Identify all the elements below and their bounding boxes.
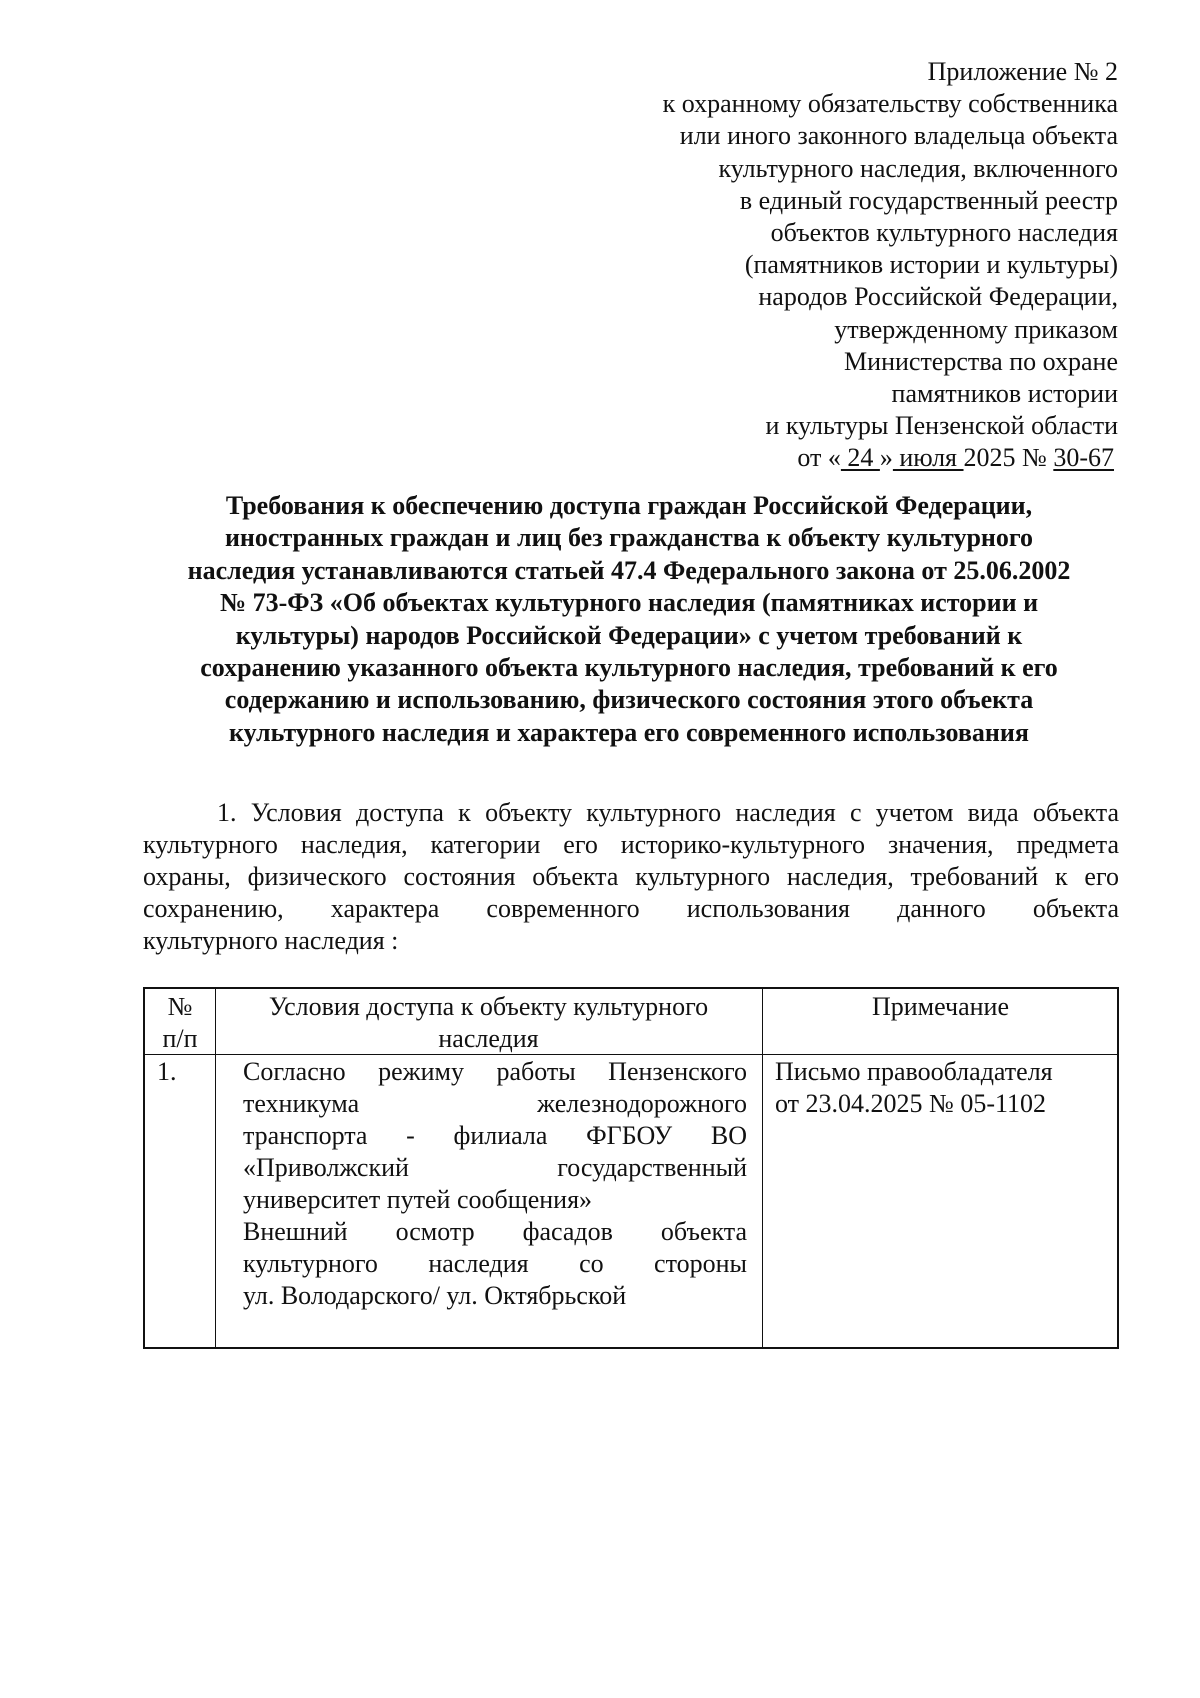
appendix-line: культурного наследия, включенного — [718, 153, 1118, 183]
conditions-line: университет путей сообщения» — [243, 1185, 593, 1214]
appendix-line: (памятников истории и культуры) — [744, 250, 1118, 280]
header-number-line: № — [167, 992, 193, 1021]
paragraph-line: культурного наследия, категории его историко-культурного значения, предмета — [143, 830, 1119, 859]
conditions-line: ул. Володарского/ ул. Октябрьской — [243, 1281, 627, 1310]
conditions-line: культурного наследия со стороны — [243, 1249, 747, 1278]
paragraph-line: сохранению, характера современного использования данного объекта — [143, 894, 1119, 923]
appendix-line: Министерства по охране — [844, 346, 1118, 376]
date-day: 24 — [840, 443, 880, 473]
header-conditions — [215, 991, 762, 1055]
appendix-line: к охранному обязательству собственника — [662, 89, 1118, 119]
appendix-line: объектов культурного наследия — [770, 218, 1118, 248]
header-conditions-line: Условия доступа к объекту культурного — [268, 992, 709, 1021]
title-line: культурного наследия и характера его современного использования — [229, 717, 1029, 747]
access-conditions-table — [143, 987, 1119, 1349]
note-line: от 23.04.2025 № 05-1102 — [775, 1089, 1047, 1118]
date-prefix: от « — [797, 443, 841, 473]
appendix-line: и культуры Пензенской области — [765, 411, 1118, 441]
paragraph-line: культурного наследия : — [143, 926, 399, 955]
conditions-line: «Приволжский государственный — [243, 1153, 747, 1182]
title-line: содержанию и использованию, физического состояния этого объекта — [224, 685, 1034, 715]
date-mid: » — [879, 443, 893, 473]
row-number-text: 1. — [157, 1057, 177, 1086]
conditions-line: Согласно режиму работы Пензенского — [243, 1057, 747, 1086]
note-line: Письмо правообладателя — [775, 1057, 1053, 1086]
date-month: июля — [892, 443, 964, 473]
title-line: сохранению указанного объекта культурного наследия, требований к его — [200, 653, 1058, 683]
header-conditions-line: наследия — [438, 1024, 539, 1053]
table-column-divider — [762, 989, 763, 1347]
header-note — [762, 991, 1119, 1023]
conditions-line: техникума железнодорожного — [243, 1089, 747, 1118]
appendix-line: или иного законного владельца объекта — [679, 121, 1118, 151]
header-number — [145, 991, 215, 1055]
paragraph-line: охраны, физического состояния объекта культурного наследия, требований к его — [143, 862, 1119, 891]
conditions-line: Внешний осмотр фасадов объекта — [243, 1217, 747, 1246]
order-number: 30-67 — [1053, 443, 1114, 473]
row-number — [157, 1056, 213, 1088]
appendix-header — [498, 56, 1118, 475]
title-line: наследия устанавливаются статьей 47.4 Федерального закона от 25.06.2002 — [187, 555, 1071, 585]
paragraph-1 — [143, 797, 1119, 957]
appendix-line: народов Российской Федерации, — [758, 282, 1118, 312]
row-note — [775, 1056, 1115, 1120]
appendix-line: в единый государственный реестр — [739, 185, 1118, 215]
title-line: культуры) народов Российской Федерации» с учетом требований к — [235, 620, 1023, 650]
document-title — [140, 490, 1118, 749]
title-line: № 73-ФЗ «Об объектах культурного наследия (памятниках истории и — [219, 588, 1039, 618]
title-line: Требования к обеспечению доступа граждан Российской Федерации, — [225, 491, 1033, 520]
appendix-line: Приложение № 2 — [927, 57, 1118, 86]
row-conditions — [243, 1056, 747, 1312]
appendix-line: утвержденному приказом — [834, 314, 1118, 344]
order-date-line — [498, 442, 1114, 474]
header-number-line: п/п — [162, 1024, 198, 1053]
appendix-line: памятников истории — [891, 379, 1118, 409]
date-year: 2025 № — [963, 443, 1054, 473]
header-note-line: Примечание — [871, 992, 1010, 1021]
paragraph-line: 1. Условия доступа к объекту культурного наследия с учетом вида объекта — [217, 798, 1119, 827]
conditions-line: транспорта - филиала ФГБОУ ВО — [243, 1121, 747, 1150]
title-line: иностранных граждан и лиц без гражданства к объекту культурного — [224, 523, 1034, 553]
